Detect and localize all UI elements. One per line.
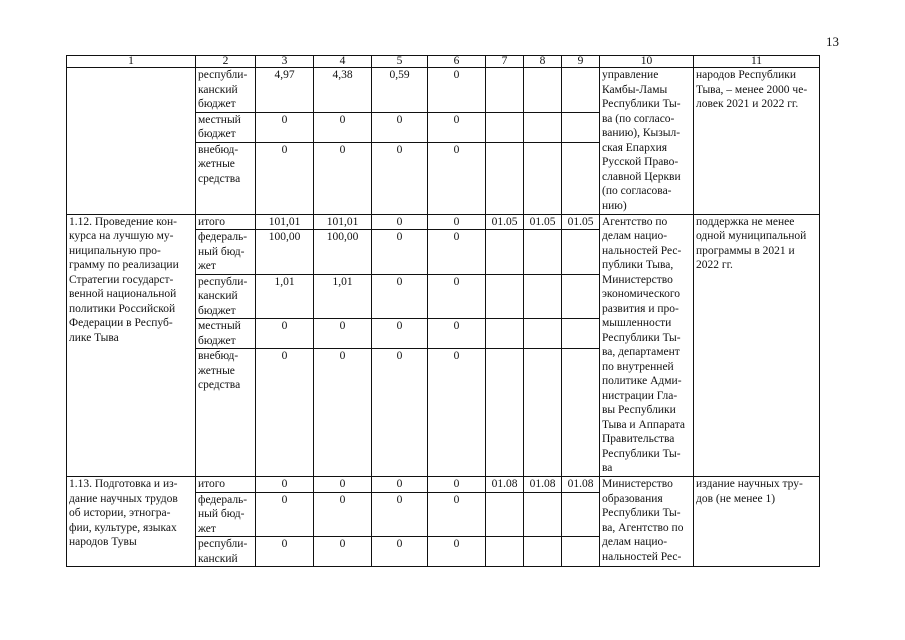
amount-year-2: 0 xyxy=(372,537,428,567)
funding-source: местный бюджет xyxy=(196,112,256,142)
funding-source: внебюд- жетные средства xyxy=(196,349,256,477)
item-name: 1.13. Подготовка и из- дание научных трудов об истории, этногра- фии, культуре, языках народов Тувы xyxy=(67,477,196,567)
table-row xyxy=(67,214,820,230)
amount-total: 0 xyxy=(256,319,314,349)
amount-year-2: 0 xyxy=(372,319,428,349)
amount-total: 0 xyxy=(256,537,314,567)
amount-year-3: 0 xyxy=(428,230,486,275)
amount-year-3: 0 xyxy=(428,537,486,567)
amount-year-2: 0 xyxy=(372,214,428,230)
column-header: 9 xyxy=(562,56,600,68)
column-header: 6 xyxy=(428,56,486,68)
amount-year-2: 0 xyxy=(372,492,428,537)
amount-year-1: 0 xyxy=(314,477,372,493)
item-name: 1.12. Проведение кон- курса на лучшую му- ниципальную про- грамму по реализации Стратегии государст- венной национальной политики Российской Федерации в Респуб- лике Тыва xyxy=(67,214,196,477)
amount-total: 4,97 xyxy=(256,68,314,113)
amount-year-3: 0 xyxy=(428,319,486,349)
amount-year-1: 4,38 xyxy=(314,68,372,113)
item-name-empty xyxy=(67,68,196,215)
column-header: 4 xyxy=(314,56,372,68)
amount-year-1: 0 xyxy=(314,537,372,567)
date-mid: 01.08 xyxy=(524,477,562,493)
amount-year-1: 0 xyxy=(314,112,372,142)
amount-year-2: 0 xyxy=(372,477,428,493)
column-header: 10 xyxy=(600,56,694,68)
column-header: 2 xyxy=(196,56,256,68)
result-cell: народов Республики Тыва, – менее 2000 че- ловек 2021 и 2022 гг. xyxy=(694,68,820,215)
amount-year-2: 0 xyxy=(372,230,428,275)
amount-year-3: 0 xyxy=(428,492,486,537)
amount-year-3: 0 xyxy=(428,112,486,142)
amount-year-3: 0 xyxy=(428,477,486,493)
funding-source: итого xyxy=(196,477,256,493)
amount-year-1: 101,01 xyxy=(314,214,372,230)
result-cell: издание научных тру- дов (не менее 1) xyxy=(694,477,820,567)
amount-total: 0 xyxy=(256,477,314,493)
column-number-row xyxy=(67,56,820,68)
amount-year-1: 1,01 xyxy=(314,274,372,319)
amount-year-2: 0 xyxy=(372,112,428,142)
amount-total: 100,00 xyxy=(256,230,314,275)
column-header: 3 xyxy=(256,56,314,68)
executors-cell: управление Камбы-Ламы Республики Ты- ва (по согласо- ванию), Кызыл- ская Епархия Русской Право- славной Церкви (по согласова- нию) xyxy=(600,68,694,215)
funding-source: республи- канский бюджет xyxy=(196,68,256,113)
amount-year-3: 0 xyxy=(428,214,486,230)
amount-total: 0 xyxy=(256,492,314,537)
table-row xyxy=(67,68,820,113)
funding-source: внебюд- жетные средства xyxy=(196,142,256,214)
amount-year-2: 0 xyxy=(372,349,428,477)
date-end: 01.05 xyxy=(562,214,600,230)
result-cell: поддержка не менее одной муниципальной программы в 2021 и 2022 гг. xyxy=(694,214,820,477)
amount-total: 0 xyxy=(256,142,314,214)
date-start: 01.05 xyxy=(486,214,524,230)
amount-year-1: 0 xyxy=(314,319,372,349)
amount-year-2: 0 xyxy=(372,274,428,319)
amount-year-2: 0,59 xyxy=(372,68,428,113)
date-mid: 01.05 xyxy=(524,214,562,230)
amount-total: 0 xyxy=(256,112,314,142)
amount-year-3: 0 xyxy=(428,142,486,214)
date-start: 01.08 xyxy=(486,477,524,493)
executors-cell: Агентство по делам нацио- нальностей Рес- публики Тыва, Министерство экономического развития и про- мышленности Республики Ты- ва, департамент по внутренней политике Адми- нистрации Гла- вы Республики Тыва и Аппарата Правительства Республики Ты- ва xyxy=(600,214,694,477)
program-table xyxy=(66,55,820,567)
amount-year-1: 100,00 xyxy=(314,230,372,275)
amount-year-2: 0 xyxy=(372,142,428,214)
column-header: 8 xyxy=(524,56,562,68)
amount-year-1: 0 xyxy=(314,349,372,477)
column-header: 1 xyxy=(67,56,196,68)
funding-source: федераль- ный бюд- жет xyxy=(196,492,256,537)
page-number: 13 xyxy=(826,34,839,49)
amount-year-3: 0 xyxy=(428,68,486,113)
column-header: 5 xyxy=(372,56,428,68)
funding-source: местный бюджет xyxy=(196,319,256,349)
amount-year-3: 0 xyxy=(428,274,486,319)
amount-year-1: 0 xyxy=(314,492,372,537)
funding-source: федераль- ный бюд- жет xyxy=(196,230,256,275)
column-header: 11 xyxy=(694,56,820,68)
table-row xyxy=(67,477,820,493)
amount-total: 1,01 xyxy=(256,274,314,319)
amount-total: 101,01 xyxy=(256,214,314,230)
amount-year-1: 0 xyxy=(314,142,372,214)
funding-source: итого xyxy=(196,214,256,230)
funding-source: республи- канский xyxy=(196,537,256,567)
column-header: 7 xyxy=(486,56,524,68)
amount-year-3: 0 xyxy=(428,349,486,477)
executors-cell: Министерство образования Республики Ты- ва, Агентство по делам нацио- нальностей Рес- xyxy=(600,477,694,567)
date-end: 01.08 xyxy=(562,477,600,493)
funding-source: республи- канский бюджет xyxy=(196,274,256,319)
amount-total: 0 xyxy=(256,349,314,477)
